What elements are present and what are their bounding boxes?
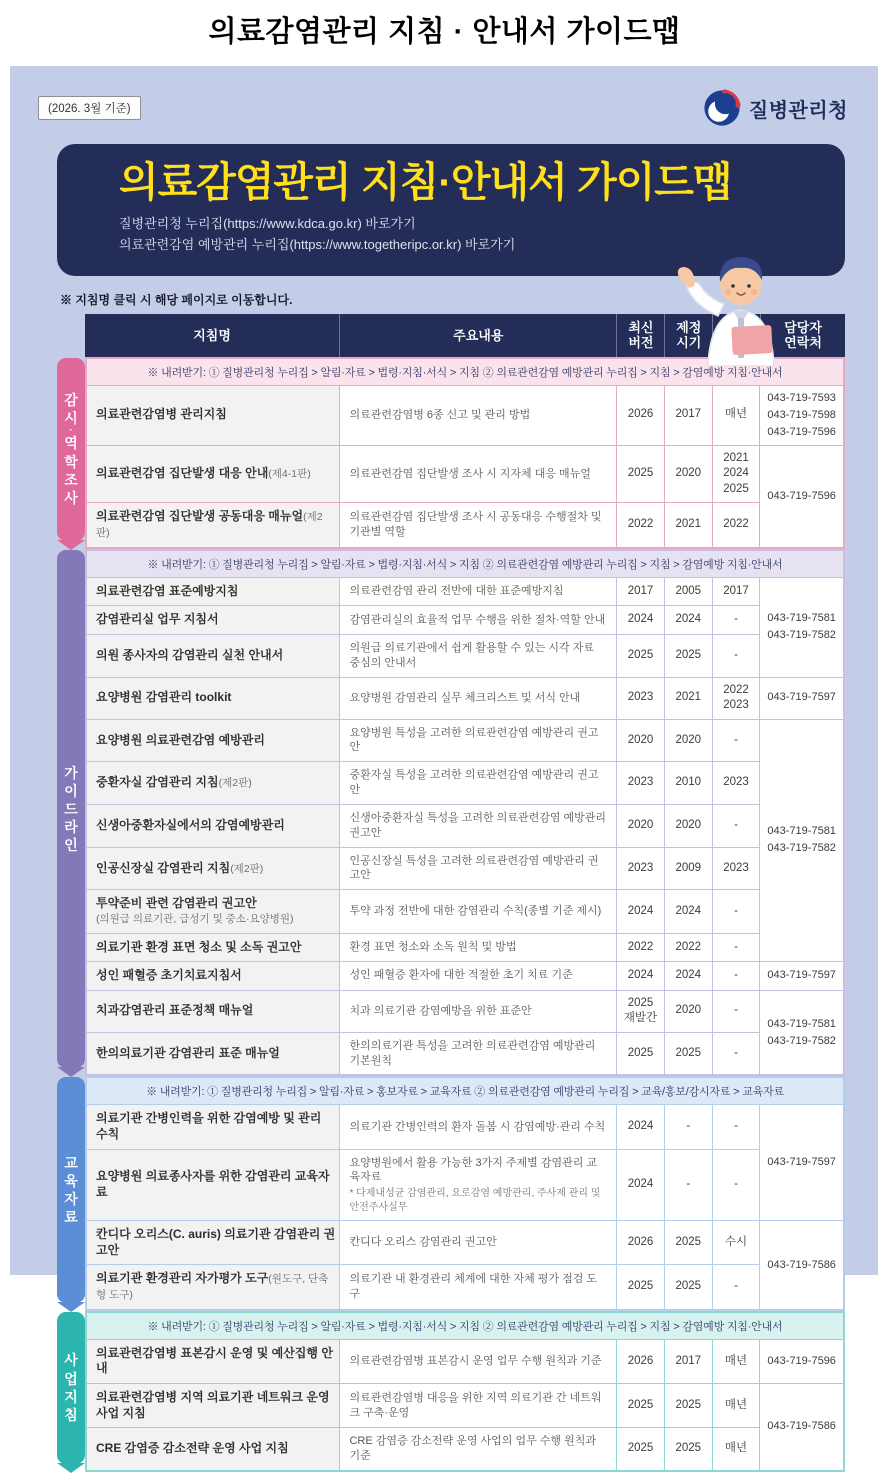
summary-cell: 의료관련감염 집단발생 조사 시 지자체 대응 매뉴얼 (340, 445, 617, 503)
guideline-name-cell[interactable]: 의료기관 환경 표면 청소 및 소독 권고안 (86, 933, 340, 962)
summary-cell: 의료관련감염병 대응을 위한 지역 의료기관 간 네트워크 구축·운영 (340, 1383, 617, 1427)
date-badge: (2026. 3월 기준) (38, 96, 141, 120)
revised-year-cell: - (712, 1265, 760, 1310)
summary-cell: 의료기관 간병인력의 환자 돌봄 시 감염예방·관리 수칙 (340, 1105, 617, 1149)
revised-year-cell: - (712, 962, 760, 991)
summary-cell: 의료관련감염병 6종 신고 및 관리 방법 (340, 385, 617, 445)
revised-year-cell: - (712, 634, 760, 677)
guideline-name-cell[interactable]: 의료관련감염병 관리지침 (86, 385, 340, 445)
table-row (86, 962, 844, 991)
table-row (86, 847, 844, 890)
guideline-name-cell[interactable]: 중환자실 감염관리 지침(제2판) (86, 762, 340, 805)
table-row (86, 762, 844, 805)
section-tab-guidelines (57, 549, 85, 1077)
table-row (86, 677, 844, 719)
latest-version-cell: 2025 (617, 1265, 665, 1310)
summary-cell: 성인 패혈증 환자에 대한 적절한 초기 치료 기준 (340, 962, 617, 991)
enacted-year-cell: 2025 (664, 1383, 712, 1427)
main-panel (10, 66, 878, 1462)
section-table (85, 1311, 845, 1472)
contact-phone-cell: 043-719-7597 (760, 1105, 844, 1221)
guideline-name-cell[interactable]: 의료관련감염 집단발생 공동대응 매뉴얼(제2판) (86, 503, 340, 548)
doctor-illustration (666, 198, 816, 366)
guideline-name-cell[interactable]: 요양병원 감염관리 toolkit (86, 677, 340, 719)
section-surveillance (57, 357, 845, 549)
enacted-year-cell: 2024 (664, 962, 712, 991)
column-header-5: 담당자 연락처 (761, 314, 845, 357)
table-row (86, 634, 844, 677)
revised-year-cell: - (712, 804, 760, 847)
table-row (86, 1383, 844, 1427)
summary-cell: 요양병원 특성을 고려한 의료관련감염 예방관리 권고안 (340, 719, 617, 762)
revised-year-cell: - (712, 1149, 760, 1221)
enacted-year-cell: - (664, 1105, 712, 1149)
enacted-year-cell: 2010 (664, 762, 712, 805)
table-row (86, 933, 844, 962)
summary-cell: 의료기관 내 환경관리 체계에 대한 자체 평가 점검 도구 (340, 1265, 617, 1310)
enacted-year-cell: 2020 (664, 445, 712, 503)
latest-version-cell: 2026 (617, 385, 665, 445)
table-row (86, 1265, 844, 1310)
kdca-symbol-icon (703, 89, 741, 127)
enacted-year-cell: 2025 (664, 1032, 712, 1075)
contact-phone-cell: 043-719-7596 (760, 445, 844, 547)
enacted-year-cell: 2017 (664, 385, 712, 445)
section-tab-surveillance (57, 357, 85, 549)
column-header-1: 주요내용 (340, 314, 617, 357)
section-tab-label: 교 육 자 료 (57, 1077, 85, 1302)
revised-year-cell: - (712, 890, 760, 933)
latest-version-cell: 2024 (617, 962, 665, 991)
revised-year-cell: 2022 (712, 503, 760, 548)
contact-phone-cell: 043-719-7593 043-719-7598 043-719-7596 (760, 385, 844, 445)
latest-version-cell: 2024 (617, 1149, 665, 1221)
section-guidelines (57, 549, 845, 1077)
contact-phone-cell: 043-719-7597 (760, 677, 844, 719)
table-row (86, 1032, 844, 1075)
latest-version-cell: 2020 (617, 719, 665, 762)
enacted-year-cell: 2022 (664, 933, 712, 962)
latest-version-cell: 2022 (617, 503, 665, 548)
latest-version-cell: 2025 (617, 1428, 665, 1471)
download-path-row (86, 1077, 844, 1105)
latest-version-cell: 2017 (617, 577, 665, 606)
summary-cell: CRE 감염증 감소전략 운영 사업의 업무 수행 원칙과 기준 (340, 1428, 617, 1471)
enacted-year-cell: 2017 (664, 1339, 712, 1383)
agency-name: 질병관리청 (748, 99, 848, 122)
section-tab-label: 사 업 지 침 (57, 1312, 85, 1464)
revised-year-cell: 매년 (712, 1428, 760, 1471)
latest-version-cell: 2025 (617, 445, 665, 503)
guideline-name-cell[interactable]: 칸디다 오리스(C. auris) 의료기관 감염관리 권고안 (86, 1221, 340, 1265)
revised-year-cell: 2023 (712, 762, 760, 805)
section-tab-business (57, 1311, 85, 1472)
enacted-year-cell: 2021 (664, 503, 712, 548)
latest-version-cell: 2023 (617, 677, 665, 719)
enacted-year-cell: 2024 (664, 606, 712, 635)
section-business (57, 1311, 845, 1472)
sections (57, 357, 845, 1472)
latest-version-cell: 2025 (617, 634, 665, 677)
banner-title: 의료감염관리 지침·안내서 가이드맵 (119, 159, 732, 205)
latest-version-cell: 2025 재발간 (617, 990, 665, 1032)
enacted-year-cell: 2025 (664, 1221, 712, 1265)
page-title: 의료감염관리 지침 · 안내서 가이드맵 (208, 16, 681, 48)
guideline-name-cell[interactable]: 인공신장실 감염관리 지침(제2판) (86, 847, 340, 890)
revised-year-cell: - (712, 990, 760, 1032)
summary-cell: 치과 의료기관 감염예방을 위한 표준안 (340, 990, 617, 1032)
summary-cell: 신생아중환자실 특성을 고려한 의료관련감염 예방관리 권고안 (340, 804, 617, 847)
revised-year-cell: 2021 2024 2025 (712, 445, 760, 503)
column-header-3: 제정 시기 (665, 314, 713, 357)
section-tab-label: 가 이 드 라 인 (57, 550, 85, 1069)
section-table (85, 357, 845, 549)
summary-cell: 요양병원 감염관리 실무 체크리스트 및 서식 안내 (340, 677, 617, 719)
table-row (86, 445, 844, 503)
revised-year-cell: - (712, 933, 760, 962)
enacted-year-cell: 2005 (664, 577, 712, 606)
enacted-year-cell: 2021 (664, 677, 712, 719)
revised-year-cell: 매년 (712, 385, 760, 445)
latest-version-cell: 2023 (617, 847, 665, 890)
download-path-row (86, 550, 844, 578)
download-path: ※ 내려받기: ① 질병관리청 누리집 > 알림·자료 > 홍보자료 > 교육자료 ② 의료관련감염 예방관리 누리집 > 교육/홍보/감시자료 > 교육자료 (86, 1077, 844, 1105)
contact-phone-cell: 043-719-7586 (760, 1221, 844, 1310)
contact-phone-cell: 043-719-7586 (760, 1383, 844, 1470)
section-table (85, 549, 845, 1077)
summary-cell: 감염관리실의 효율적 업무 수행을 위한 절차·역할 안내 (340, 606, 617, 635)
latest-version-cell: 2026 (617, 1339, 665, 1383)
table-row (86, 1339, 844, 1383)
top-row (10, 66, 878, 128)
guideline-name-cell[interactable]: 의료관련감염 표준예방지침 (86, 577, 340, 606)
guideline-name-cell[interactable]: 치과감염관리 표준정책 매뉴얼 (86, 990, 340, 1032)
table-row (86, 385, 844, 445)
guideline-name-cell[interactable]: 성인 패혈증 초기치료지침서 (86, 962, 340, 991)
summary-cell: 한의의료기관 특성을 고려한 의료관련감염 예방관리 기본원칙 (340, 1032, 617, 1075)
enacted-year-cell: 2020 (664, 990, 712, 1032)
latest-version-cell: 2026 (617, 1221, 665, 1265)
table-row (86, 1428, 844, 1471)
download-path: ※ 내려받기: ① 질병관리청 누리집 > 알림·자료 > 법령·지침·서식 > 지침 ② 의료관련감염 예방관리 누리집 > 지침 > 감염예방 지침·안내서 (86, 550, 844, 578)
enacted-year-cell: 2025 (664, 1428, 712, 1471)
contact-phone-cell: 043-719-7581 043-719-7582 (760, 990, 844, 1075)
revised-year-cell: 매년 (712, 1339, 760, 1383)
enacted-year-cell: 2020 (664, 719, 712, 762)
revised-year-cell: 수시 (712, 1221, 760, 1265)
revised-year-cell: 매년 (712, 1383, 760, 1427)
table-row (86, 990, 844, 1032)
summary-cell: 요양병원에서 활용 가능한 3가지 주제별 감염관리 교육자료 * 다제내성균 감염관리, 요로감염 예방관리, 주사제 관리 및 안전주사실무 (340, 1149, 617, 1221)
summary-cell: 중환자실 특성을 고려한 의료관련감염 예방관리 권고안 (340, 762, 617, 805)
table-row (86, 719, 844, 762)
enacted-year-cell: 2020 (664, 804, 712, 847)
table-row (86, 606, 844, 635)
revised-year-cell: 2023 (712, 847, 760, 890)
latest-version-cell: 2022 (617, 933, 665, 962)
contact-phone-cell: 043-719-7597 (760, 962, 844, 991)
contact-phone-cell: 043-719-7581 043-719-7582 (760, 577, 844, 677)
revised-year-cell: - (712, 1032, 760, 1075)
guideline-name-cell[interactable]: 의료관련감염 집단발생 대응 안내(제4-1판) (86, 445, 340, 503)
revised-year-cell: - (712, 719, 760, 762)
section-tab-label: 감 시 · 역 학 조 사 (57, 358, 85, 541)
enacted-year-cell: 2024 (664, 890, 712, 933)
download-path: ※ 내려받기: ① 질병관리청 누리집 > 알림·자료 > 법령·지침·서식 > 지침 ② 의료관련감염 예방관리 누리집 > 지침 > 감염예방 지침·안내서 (86, 358, 844, 386)
guideline-name-cell[interactable]: 의원 종사자의 감염관리 실천 안내서 (86, 634, 340, 677)
guideline-name-cell[interactable]: 의료관련감염병 지역 의료기관 네트워크 운영 사업 지침 (86, 1383, 340, 1427)
table-row (86, 1105, 844, 1149)
latest-version-cell: 2020 (617, 804, 665, 847)
revised-year-cell: - (712, 1105, 760, 1149)
latest-version-cell: 2025 (617, 1383, 665, 1427)
summary-cell: 의료관련감염 관리 전반에 대한 표준예방지침 (340, 577, 617, 606)
guideline-name-cell[interactable]: 의료기관 간병인력을 위한 감염예방 및 관리 수칙 (86, 1105, 340, 1149)
latest-version-cell: 2024 (617, 890, 665, 933)
table-row (86, 804, 844, 847)
revised-year-cell: - (712, 606, 760, 635)
guideline-name-cell[interactable]: 요양병원 의료종사자를 위한 감염관리 교육자료 (86, 1149, 340, 1221)
guideline-name-cell[interactable]: 요양병원 의료관련감염 예방관리 (86, 719, 340, 762)
table-row (86, 1221, 844, 1265)
latest-version-cell: 2025 (617, 1032, 665, 1075)
kdca-homepage-link[interactable]: 질병관리청 누리집(https://www.kdca.go.kr) 바로가기 (119, 216, 416, 232)
latest-version-cell: 2024 (617, 606, 665, 635)
enacted-year-cell: 2009 (664, 847, 712, 890)
download-path-row (86, 1312, 844, 1340)
revised-year-cell: 2017 (712, 577, 760, 606)
summary-cell: 투약 과정 전반에 대한 감염관리 수칙(종별 기준 제시) (340, 890, 617, 933)
click-note: ※ 지침명 클릭 시 해당 페이지로 이동합니다. (60, 293, 293, 307)
column-header-0: 지침명 (85, 314, 340, 357)
guideline-name-cell[interactable]: 투약준비 관련 감염관리 권고안 (의원급 의료기관, 급성기 및 중소·요양병원) (86, 890, 340, 933)
summary-cell: 의료관련감염병 표본감시 운영 업무 수행 원칙과 기준 (340, 1339, 617, 1383)
column-header-2: 최신 버전 (617, 314, 665, 357)
guideline-name-cell[interactable]: 의료관련감염병 표본감시 운영 및 예산집행 안내 (86, 1339, 340, 1383)
contact-phone-cell: 043-719-7596 (760, 1339, 844, 1383)
guideline-name-cell[interactable]: 한의의료기관 감염관리 표준 매뉴얼 (86, 1032, 340, 1075)
table-row (86, 577, 844, 606)
guideline-name-cell[interactable]: 신생아중환자실에서의 감염예방관리 (86, 804, 340, 847)
table-area (57, 314, 845, 1472)
summary-cell: 인공신장실 특성을 고려한 의료관련감염 예방관리 권고안 (340, 847, 617, 890)
table-row (86, 890, 844, 933)
enacted-year-cell: 2025 (664, 1265, 712, 1310)
summary-cell: 칸디다 오리스 감염관리 권고안 (340, 1221, 617, 1265)
download-path: ※ 내려받기: ① 질병관리청 누리집 > 알림·자료 > 법령·지침·서식 > 지침 ② 의료관련감염 예방관리 누리집 > 지침 > 감염예방 지침·안내서 (86, 1312, 844, 1340)
table-row (86, 503, 844, 548)
summary-cell: 의료관련감염 집단발생 조사 시 공동대응 수행절차 및 기관별 역할 (340, 503, 617, 548)
latest-version-cell: 2024 (617, 1105, 665, 1149)
togetheripc-link[interactable]: 의료관련감염 예방관리 누리집(https://www.togetheripc.or.kr) 바로가기 (119, 236, 516, 252)
guideline-name-cell[interactable]: 감염관리실 업무 지침서 (86, 606, 340, 635)
summary-cell: 의원급 의료기관에서 쉽게 활용할 수 있는 시각 자료 중심의 안내서 (340, 634, 617, 677)
summary-cell: 환경 표면 청소와 소독 원칙 및 방법 (340, 933, 617, 962)
table-row (86, 1149, 844, 1221)
revised-year-cell: 2022 2023 (712, 677, 760, 719)
guideline-name-cell[interactable]: CRE 감염증 감소전략 운영 사업 지침 (86, 1428, 340, 1471)
guideline-name-cell[interactable]: 의료기관 환경관리 자가평가 도구(원도구, 단축형 도구) (86, 1265, 340, 1310)
enacted-year-cell: 2025 (664, 634, 712, 677)
latest-version-cell: 2023 (617, 762, 665, 805)
kdca-logo (703, 89, 848, 127)
enacted-year-cell: - (664, 1149, 712, 1221)
contact-phone-cell: 043-719-7581 043-719-7582 (760, 719, 844, 962)
